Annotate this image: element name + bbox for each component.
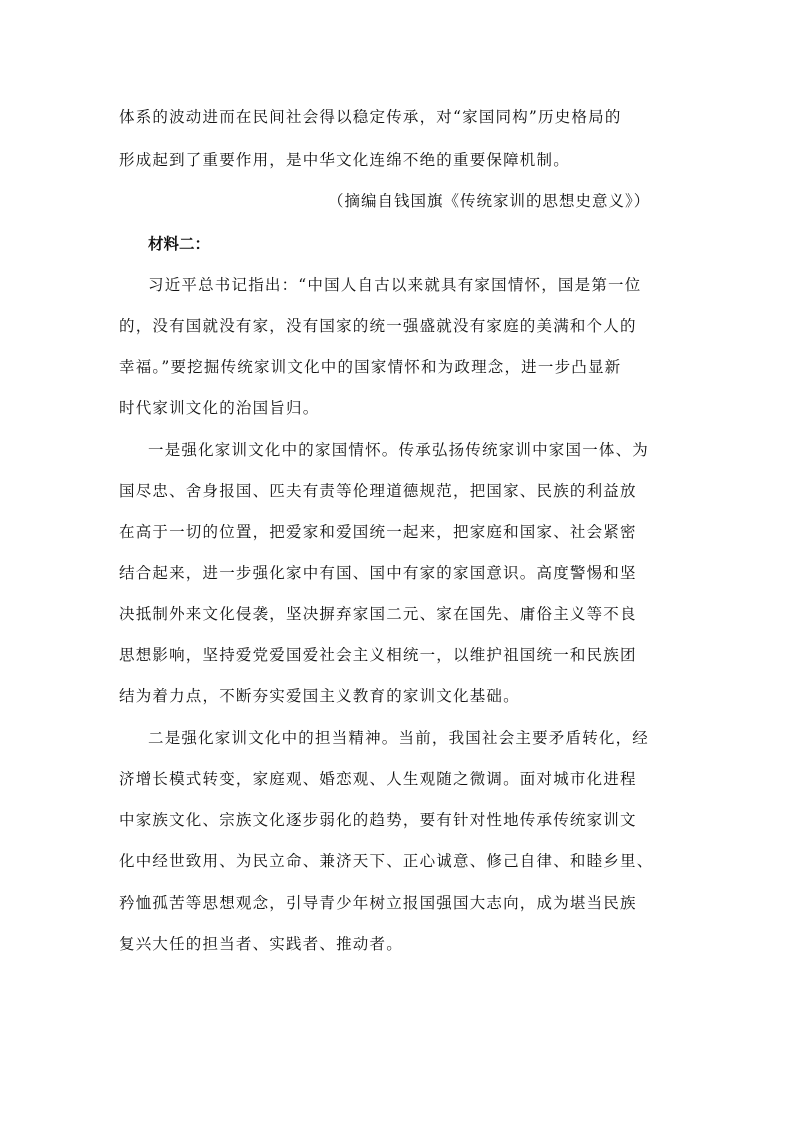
text-line: 时代家训文化的治国旨归。 — [119, 399, 320, 417]
text-line: 习近平总书记指出：“中国人自古以来就具有家国情怀，国是第一位 — [148, 276, 642, 294]
text-line: 国尽忠、舍身报国、匹夫有责等伦理道德规范，把国家、民族的利益放 — [119, 482, 637, 500]
text-line: 幸福。”要挖掘传统家训文化中的国家情怀和为政理念，进一步凸显新 — [119, 358, 622, 376]
text-line: 济增长模式转变，家庭观、婚恋观、人生观随之微调。面对城市化进程 — [119, 770, 637, 788]
text-line: 形成起到了重要作用，是中华文化连绵不绝的重要保障机制。 — [119, 151, 570, 169]
citation: （摘编自钱国旗《传统家训的思想史意义》） — [328, 192, 651, 210]
text-line: 思想影响，坚持爱党爱国爱社会主义相统一，以维护祖国统一和民族团 — [119, 646, 637, 664]
text-line: 一是强化家训文化中的家国情怀。传承弘扬传统家训中家国一体、为 — [148, 441, 650, 459]
text-line: 结合起来，进一步强化家中有国、国中有家的家国意识。高度警惕和坚 — [119, 564, 637, 582]
text-line: 决抵制外来文化侵袭，坚决摒弃家国二元、家在国先、庸俗主义等不良 — [119, 605, 637, 623]
text-line: 体系的波动进而在民间社会得以稳定传承，对“家国同构”历史格局的 — [119, 108, 622, 126]
text-line: 矜恤孤苦等思想观念，引导青少年树立报国强国大志向，成为堪当民族 — [119, 894, 637, 912]
text-line: 结为着力点，不断夯实爱国主义教育的家训文化基础。 — [119, 687, 520, 705]
text-line: 中家族文化、宗族文化逐步弱化的趋势，要有针对性地传承传统家训文 — [119, 811, 637, 829]
text-line: 的，没有国就没有家，没有国家的统一强盛就没有家庭的美满和个人的 — [119, 317, 637, 335]
text-line: 二是强化家训文化中的担当精神。当前，我国社会主要矛盾转化，经 — [148, 729, 650, 747]
section-heading: 材料二： — [148, 235, 211, 253]
text-line: 复兴大任的担当者、实践者、推动者。 — [119, 935, 403, 953]
text-line: 在高于一切的位置，把爱家和爱国统一起来，把家庭和国家、社会紧密 — [119, 523, 637, 541]
text-line: 化中经世致用、为民立命、兼济天下、正心诚意、修己自律、和睦乡里、 — [119, 852, 654, 870]
